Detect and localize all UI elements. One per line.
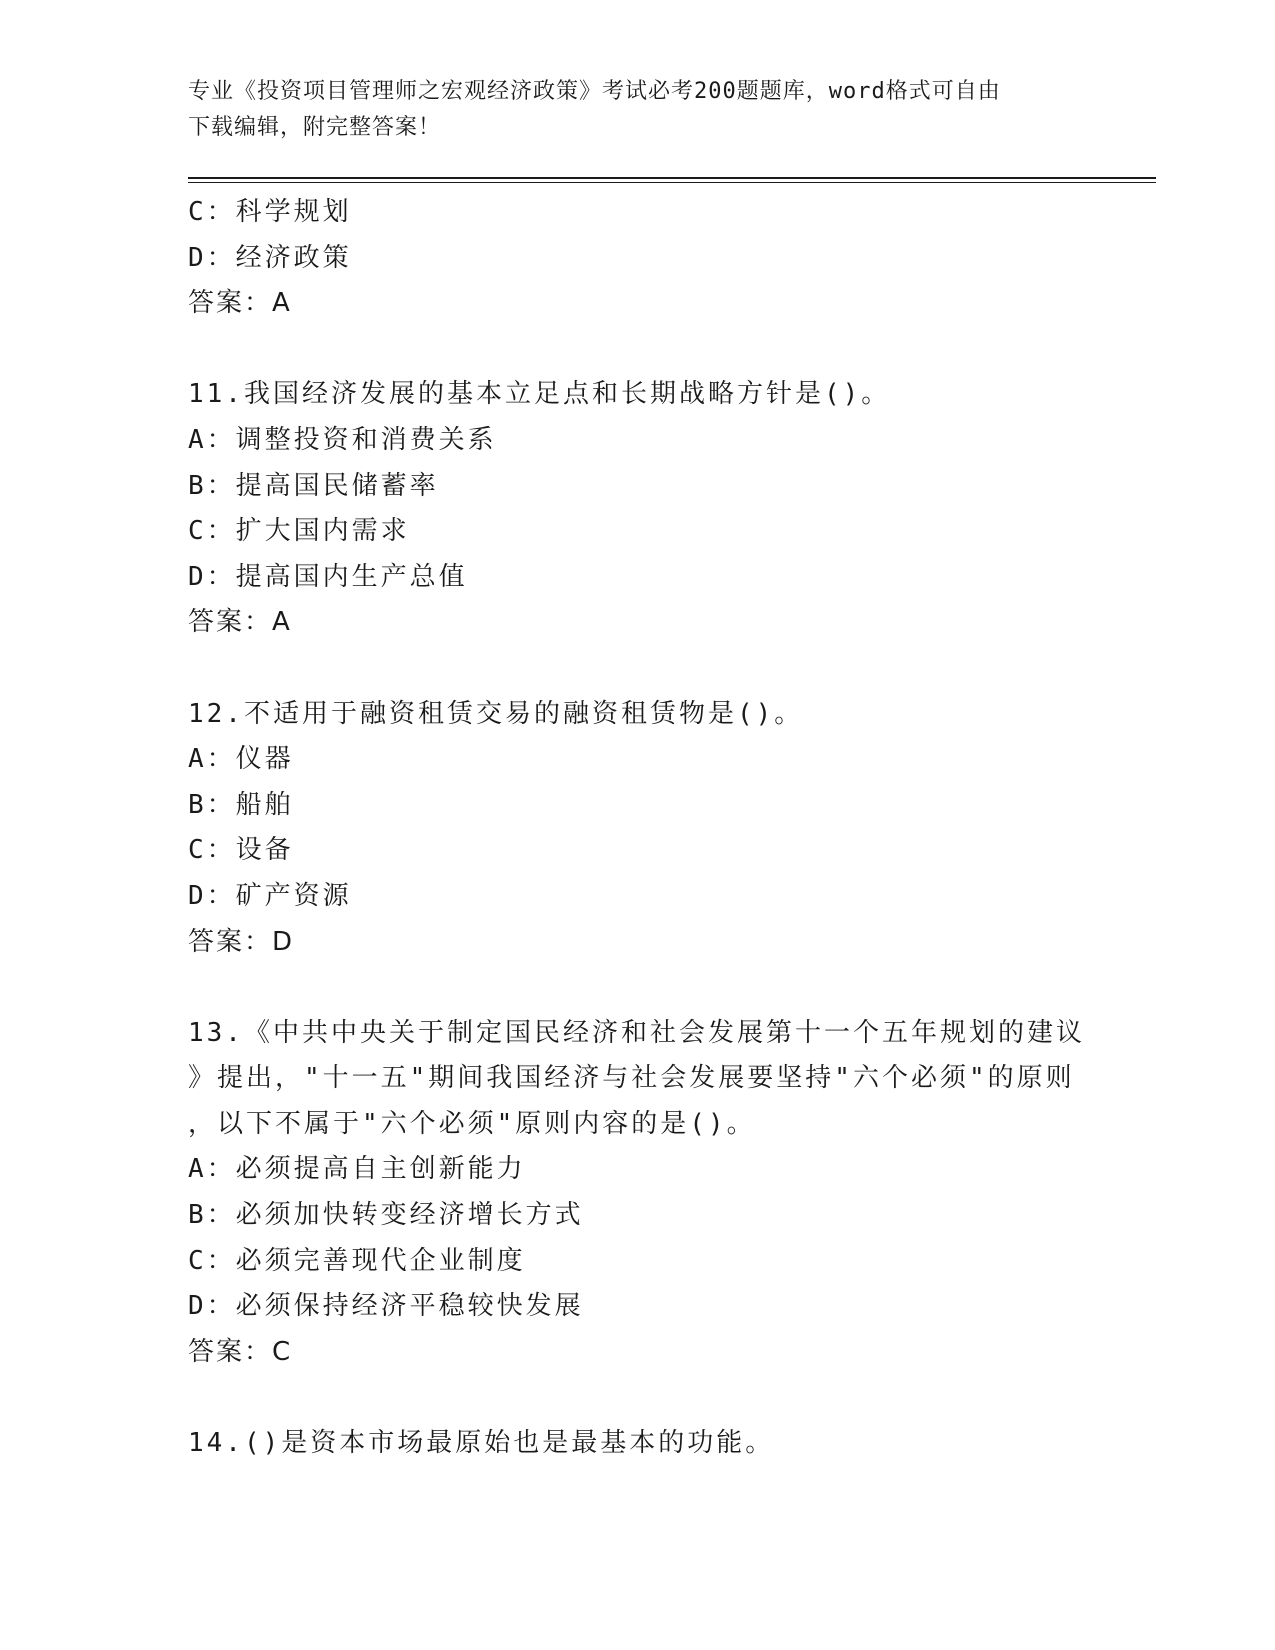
question-stem-line-1: 13.《中共中央关于制定国民经济和社会发展第十一个五年规划的建议: [188, 1017, 1085, 1048]
option-a: A：仪器: [188, 744, 294, 775]
option-c: C：必须完善现代企业制度: [188, 1245, 526, 1276]
document-header: [188, 74, 1088, 146]
question-stem: 12.不适用于融资租赁交易的融资租赁物是()。: [188, 698, 804, 729]
header-divider-thin: [188, 182, 1156, 183]
option-d: D：必须保持经济平稳较快发展: [188, 1291, 584, 1322]
answer-line: 答案：A: [188, 288, 292, 319]
question-12: [188, 692, 1088, 966]
header-divider-thick: [188, 177, 1156, 179]
option-c: C：科学规划: [188, 197, 352, 227]
spacer: [188, 646, 1088, 692]
option-b: B：必须加快转变经济增长方式: [188, 1200, 584, 1231]
question-10-continuation: [188, 190, 1088, 327]
option-b: B：提高国民储蓄率: [188, 470, 439, 501]
option-d: D：提高国内生产总值: [188, 561, 468, 592]
option-d: D：矿产资源: [188, 880, 352, 911]
option-d: D：经济政策: [188, 242, 352, 273]
option-c: C：扩大国内需求: [188, 516, 410, 547]
question-stem-line-2: 》提出，"十一五"期间我国经济与社会发展要坚持"六个必须"的原则: [188, 1063, 1075, 1094]
spacer: [188, 327, 1088, 373]
question-stem: 14.()是资本市场最原始也是最基本的功能。: [188, 1428, 775, 1459]
question-11: [188, 372, 1088, 646]
answer-line: 答案：A: [188, 607, 292, 638]
option-c: C：设备: [188, 835, 294, 866]
option-a: A：调整投资和消费关系: [188, 424, 497, 455]
spacer: [188, 965, 1088, 1011]
question-content: [188, 190, 1088, 1467]
answer-line: 答案：C: [188, 1336, 293, 1367]
header-line-2: 下载编辑，附完整答案！: [188, 115, 442, 140]
answer-line: 答案：D: [188, 926, 295, 957]
question-14: [188, 1421, 1088, 1467]
question-13: [188, 1011, 1088, 1376]
question-stem: 11.我国经济发展的基本立足点和长期战略方针是()。: [188, 379, 891, 410]
option-b: B：船舶: [188, 789, 294, 820]
spacer: [188, 1375, 1088, 1421]
option-a: A：必须提高自主创新能力: [188, 1154, 526, 1185]
question-stem-line-3: ，以下不属于"六个必须"原则内容的是()。: [188, 1108, 756, 1139]
header-line-1: 专业《投资项目管理师之宏观经济政策》考试必考200题题库，word格式可自由: [188, 79, 1001, 104]
